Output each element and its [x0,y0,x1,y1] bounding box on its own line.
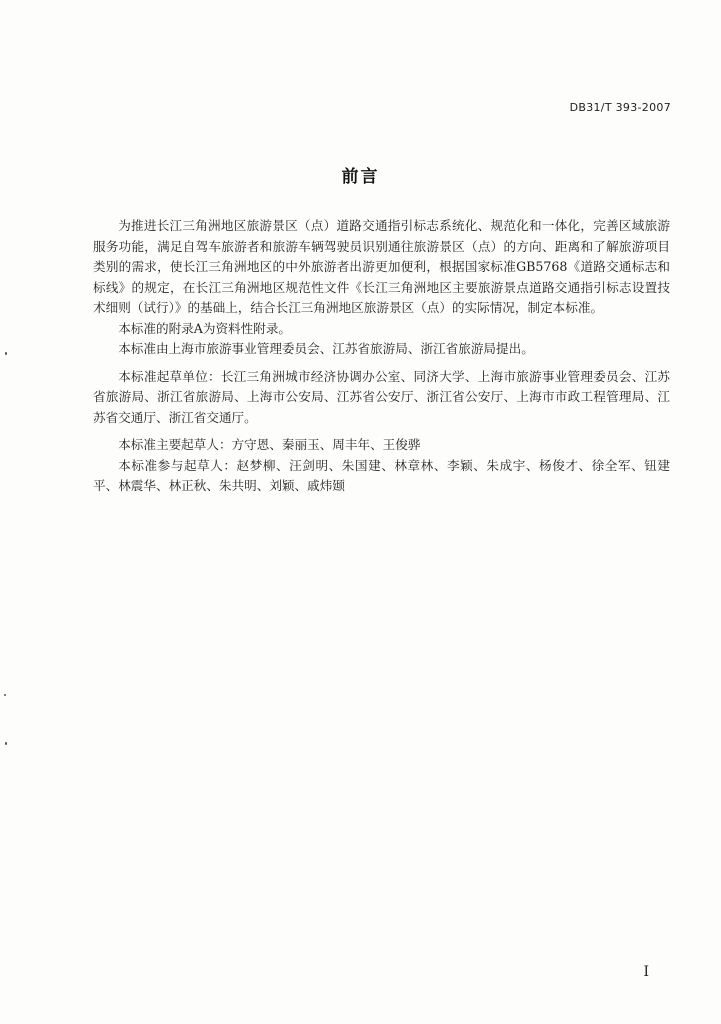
paragraph-appendix: 本标准的附录A为资料性附录。 [118,320,292,336]
page-number: I [643,964,649,980]
scan-speck [5,742,7,745]
scan-speck [5,352,7,355]
paragraph-main-drafters: 本标准主要起草人：方守恩、秦丽玉、周丰年、王俊骅 [118,437,421,452]
standard-code: DB31/T 393-2007 [569,101,671,114]
page-title: 前言 [341,167,380,187]
paragraph-drafting-units: 本标准起草单位：长江三角洲城市经济协调办公室、同济大学、上海市旅游事业管理委员会、江苏省旅游局、浙江省旅游局、上海市公安局、江苏省公安厅、浙江省公安厅、上海市市政工程管理局、江苏省交通厅、浙江省交通厅。 [93,368,670,425]
foreword-body [93,216,670,497]
paragraph-purpose: 为推进长江三角洲地区旅游景区（点）道路交通指引标志系统化、规范化和一体化，完善区域旅游服务功能，满足自驾车旅游者和旅游车辆驾驶员识别通往旅游景区（点）的方向、距离和了解旅游项目类别的需求，使长江三角洲地区的中外旅游者出游更加便利，根据国家标准GB5768《道路交通标志和标线》的规定，在长江三角洲地区规范性文件《长江三角洲地区主要旅游景点道路交通指引标志设置技术细则（试行）》的基础上，结合长江三角洲地区旅游景区（点）的实际情况，制定本标准。 [93,218,670,315]
scan-speck [4,694,6,696]
paragraph-participating-drafters: 本标准参与起草人：赵梦柳、汪剑明、朱国建、林章林、李颖、朱成宇、杨俊才、徐全军、钮建平、林震华、林正秋、朱共明、刘颖、戚炜颋 [93,457,670,493]
paragraph-proposer: 本标准由上海市旅游事业管理委员会、江苏省旅游局、浙江省旅游局提出。 [118,341,534,356]
